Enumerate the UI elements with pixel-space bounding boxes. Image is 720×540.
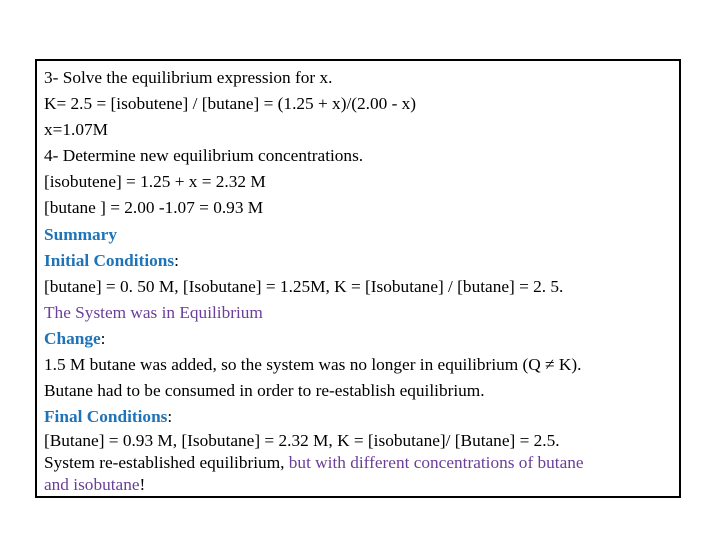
initial-conditions-colon: : [174, 250, 179, 270]
final-note-end: ! [139, 475, 146, 495]
final-note-line2-purple: and isobutane [44, 475, 140, 495]
final-note-line-1 [44, 452, 679, 474]
change-line-1: 1.5 M butane was added, so the system was no longer in equilibrium (Q ≠ K). [44, 355, 582, 375]
isobutene-concentration: [isobutene] = 1.25 + x = 2.32 M [44, 172, 266, 192]
butane-concentration: [butane ] = 2.00 -1.07 = 0.93 M [44, 198, 264, 218]
change-label: Change [44, 328, 101, 348]
initial-conditions-heading [44, 248, 679, 274]
x-result: x=1.07M [44, 120, 108, 140]
final-note-line-2 [44, 474, 679, 496]
final-conditions-label: Final Conditions [44, 407, 168, 427]
final-note-purple: but with different concentrations of butane [288, 453, 584, 473]
initial-values: [butane] = 0. 50 M, [Isobutane] = 1.25M, K = [Isobutane] / [butane] = 2. 5. [44, 276, 564, 296]
summary-heading: Summary [44, 224, 117, 244]
step4-title: 4- Determine new equilibrium concentrations. [44, 146, 364, 166]
content-box [35, 59, 681, 498]
final-values: [Butane] = 0.93 M, [Isobutane] = 2.32 M, K = [isobutane]/ [Butane] = 2.5. [44, 431, 560, 451]
initial-conditions-label: Initial Conditions [44, 250, 175, 270]
step3-title: 3- Solve the equilibrium expression for x. [44, 68, 333, 87]
final-note-black: System re-established equilibrium, [44, 453, 289, 473]
final-conditions-heading [44, 404, 679, 430]
change-heading [44, 326, 679, 352]
final-conditions-colon: : [167, 407, 173, 427]
change-line-2: Butane had to be consumed in order to re-establish equilibrium. [44, 381, 485, 401]
equilibrium-note: The System was in Equilibrium [44, 302, 263, 322]
equilibrium-expression: K= 2.5 = [isobutene] / [butane] = (1.25 + x)/(2.00 - x) [44, 94, 417, 114]
change-colon: : [100, 328, 106, 348]
